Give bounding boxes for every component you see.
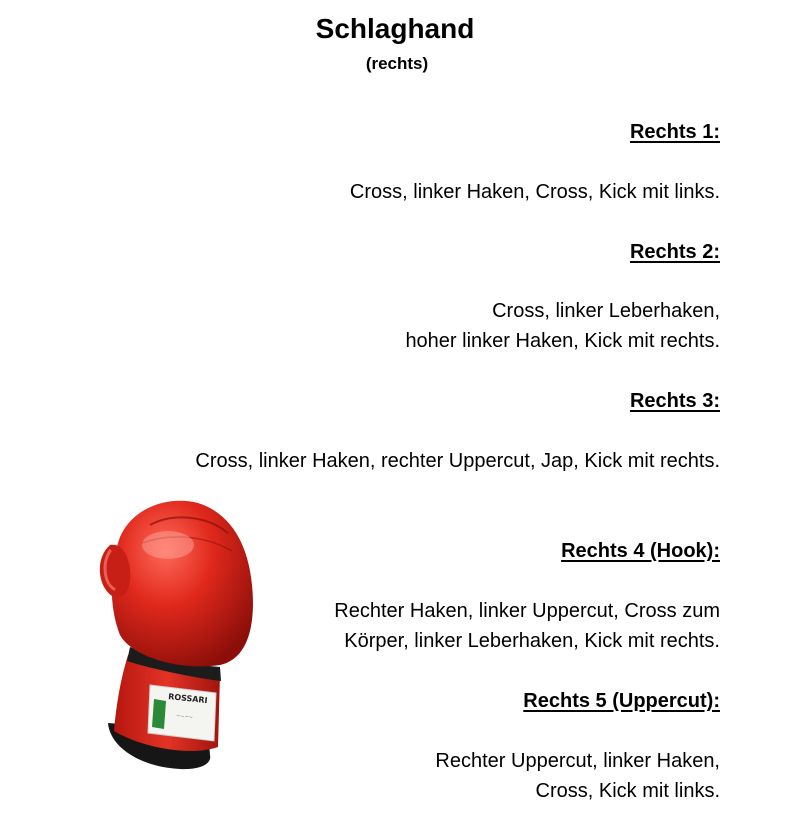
combo-heading-5: Rechts 5 (Uppercut): [523, 690, 720, 712]
combo-line: Cross, linker Haken, Cross, Kick mit links. [349, 181, 720, 203]
combo-text-1 [350, 177, 720, 207]
combo-text-5 [435, 746, 720, 806]
page-subtitle: (rechts) [365, 54, 429, 73]
combo-heading-1: Rechts 1: [629, 121, 720, 143]
combo-line: Körper, linker Leberhaken, Kick mit rechts. [344, 630, 720, 652]
combo-heading-2: Rechts 2: [629, 241, 720, 263]
combo-text-2 [405, 296, 720, 356]
combo-heading-3: Rechts 3: [629, 390, 720, 412]
combo-line: hoher linker Haken, Kick mit rechts. [405, 330, 720, 352]
combo-line: Cross, linker Leberhaken, [492, 300, 720, 322]
combo-line: Cross, Kick mit links. [535, 780, 720, 802]
combo-line: Rechter Uppercut, linker Haken, [435, 750, 720, 772]
combo-line: Rechter Haken, linker Uppercut, Cross zum [334, 600, 720, 622]
brand-label: ROSSARI [167, 692, 208, 706]
combo-line: Cross, linker Haken, rechter Uppercut, Jap, Kick mit rechts. [195, 450, 720, 472]
combo-text-3 [195, 446, 720, 476]
page-title: Schlaghand [315, 13, 475, 44]
boxing-glove-icon [80, 485, 280, 780]
svg-text:~~~~: ~~~~ [175, 713, 194, 721]
combo-text-4 [334, 596, 720, 656]
combo-heading-4: Rechts 4 (Hook): [561, 540, 720, 562]
